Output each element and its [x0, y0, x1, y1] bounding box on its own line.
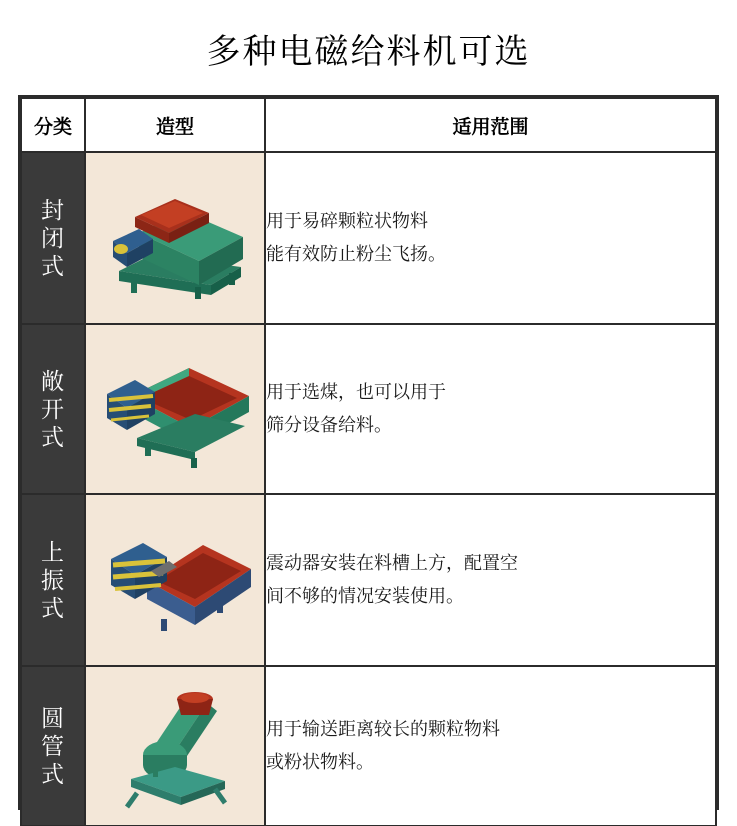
image-cell-top-vibration — [85, 494, 265, 666]
description-cell-round-tube — [265, 666, 716, 826]
table-row — [21, 324, 716, 494]
description-cell-top-vibration — [265, 494, 716, 666]
description-cell-enclosed — [265, 152, 716, 324]
enclosed-feeder-photo — [91, 163, 259, 313]
description-cell-open — [265, 324, 716, 494]
image-cell-open — [85, 324, 265, 494]
description-line: 用于易碎颗粒状物料 — [266, 210, 428, 231]
category-label: 敞开式 — [41, 367, 65, 451]
description-line: 用于输送距离较长的颗粒物料 — [266, 718, 500, 739]
round-tube-feeder-photo — [91, 671, 259, 821]
description-line: 筛分设备给料。 — [266, 415, 392, 435]
category-cell-round-tube — [21, 666, 85, 826]
table-row — [21, 666, 716, 826]
table-header — [21, 98, 716, 152]
description-line: 能有效防止粉尘飞扬。 — [266, 244, 446, 264]
category-label: 封闭式 — [41, 196, 65, 280]
open-feeder-photo — [91, 334, 259, 484]
spec-table-container — [18, 95, 719, 810]
header-model: 造型 — [85, 98, 265, 152]
description-line: 间不够的情况安装使用。 — [266, 586, 464, 606]
category-label: 圆管式 — [41, 704, 65, 788]
table-row — [21, 152, 716, 324]
header-scope: 适用范围 — [265, 98, 716, 152]
page-title: 多种电磁给料机可选 — [206, 33, 531, 71]
image-cell-round-tube — [85, 666, 265, 826]
category-cell-top-vibration — [21, 494, 85, 666]
table-row — [21, 494, 716, 666]
category-cell-open — [21, 324, 85, 494]
spec-table — [20, 97, 717, 826]
image-cell-enclosed — [85, 152, 265, 324]
top-vibration-feeder-photo — [91, 505, 259, 655]
description-line: 用于选煤，也可以用于 — [266, 381, 446, 402]
category-label: 上振式 — [41, 538, 65, 622]
table-body — [21, 152, 716, 826]
header-category: 分类 — [21, 98, 85, 152]
table-header-row — [21, 98, 716, 152]
category-cell-enclosed — [21, 152, 85, 324]
description-line: 震动器安装在料槽上方，配置空 — [266, 552, 518, 573]
description-line: 或粉状物料。 — [266, 752, 374, 772]
